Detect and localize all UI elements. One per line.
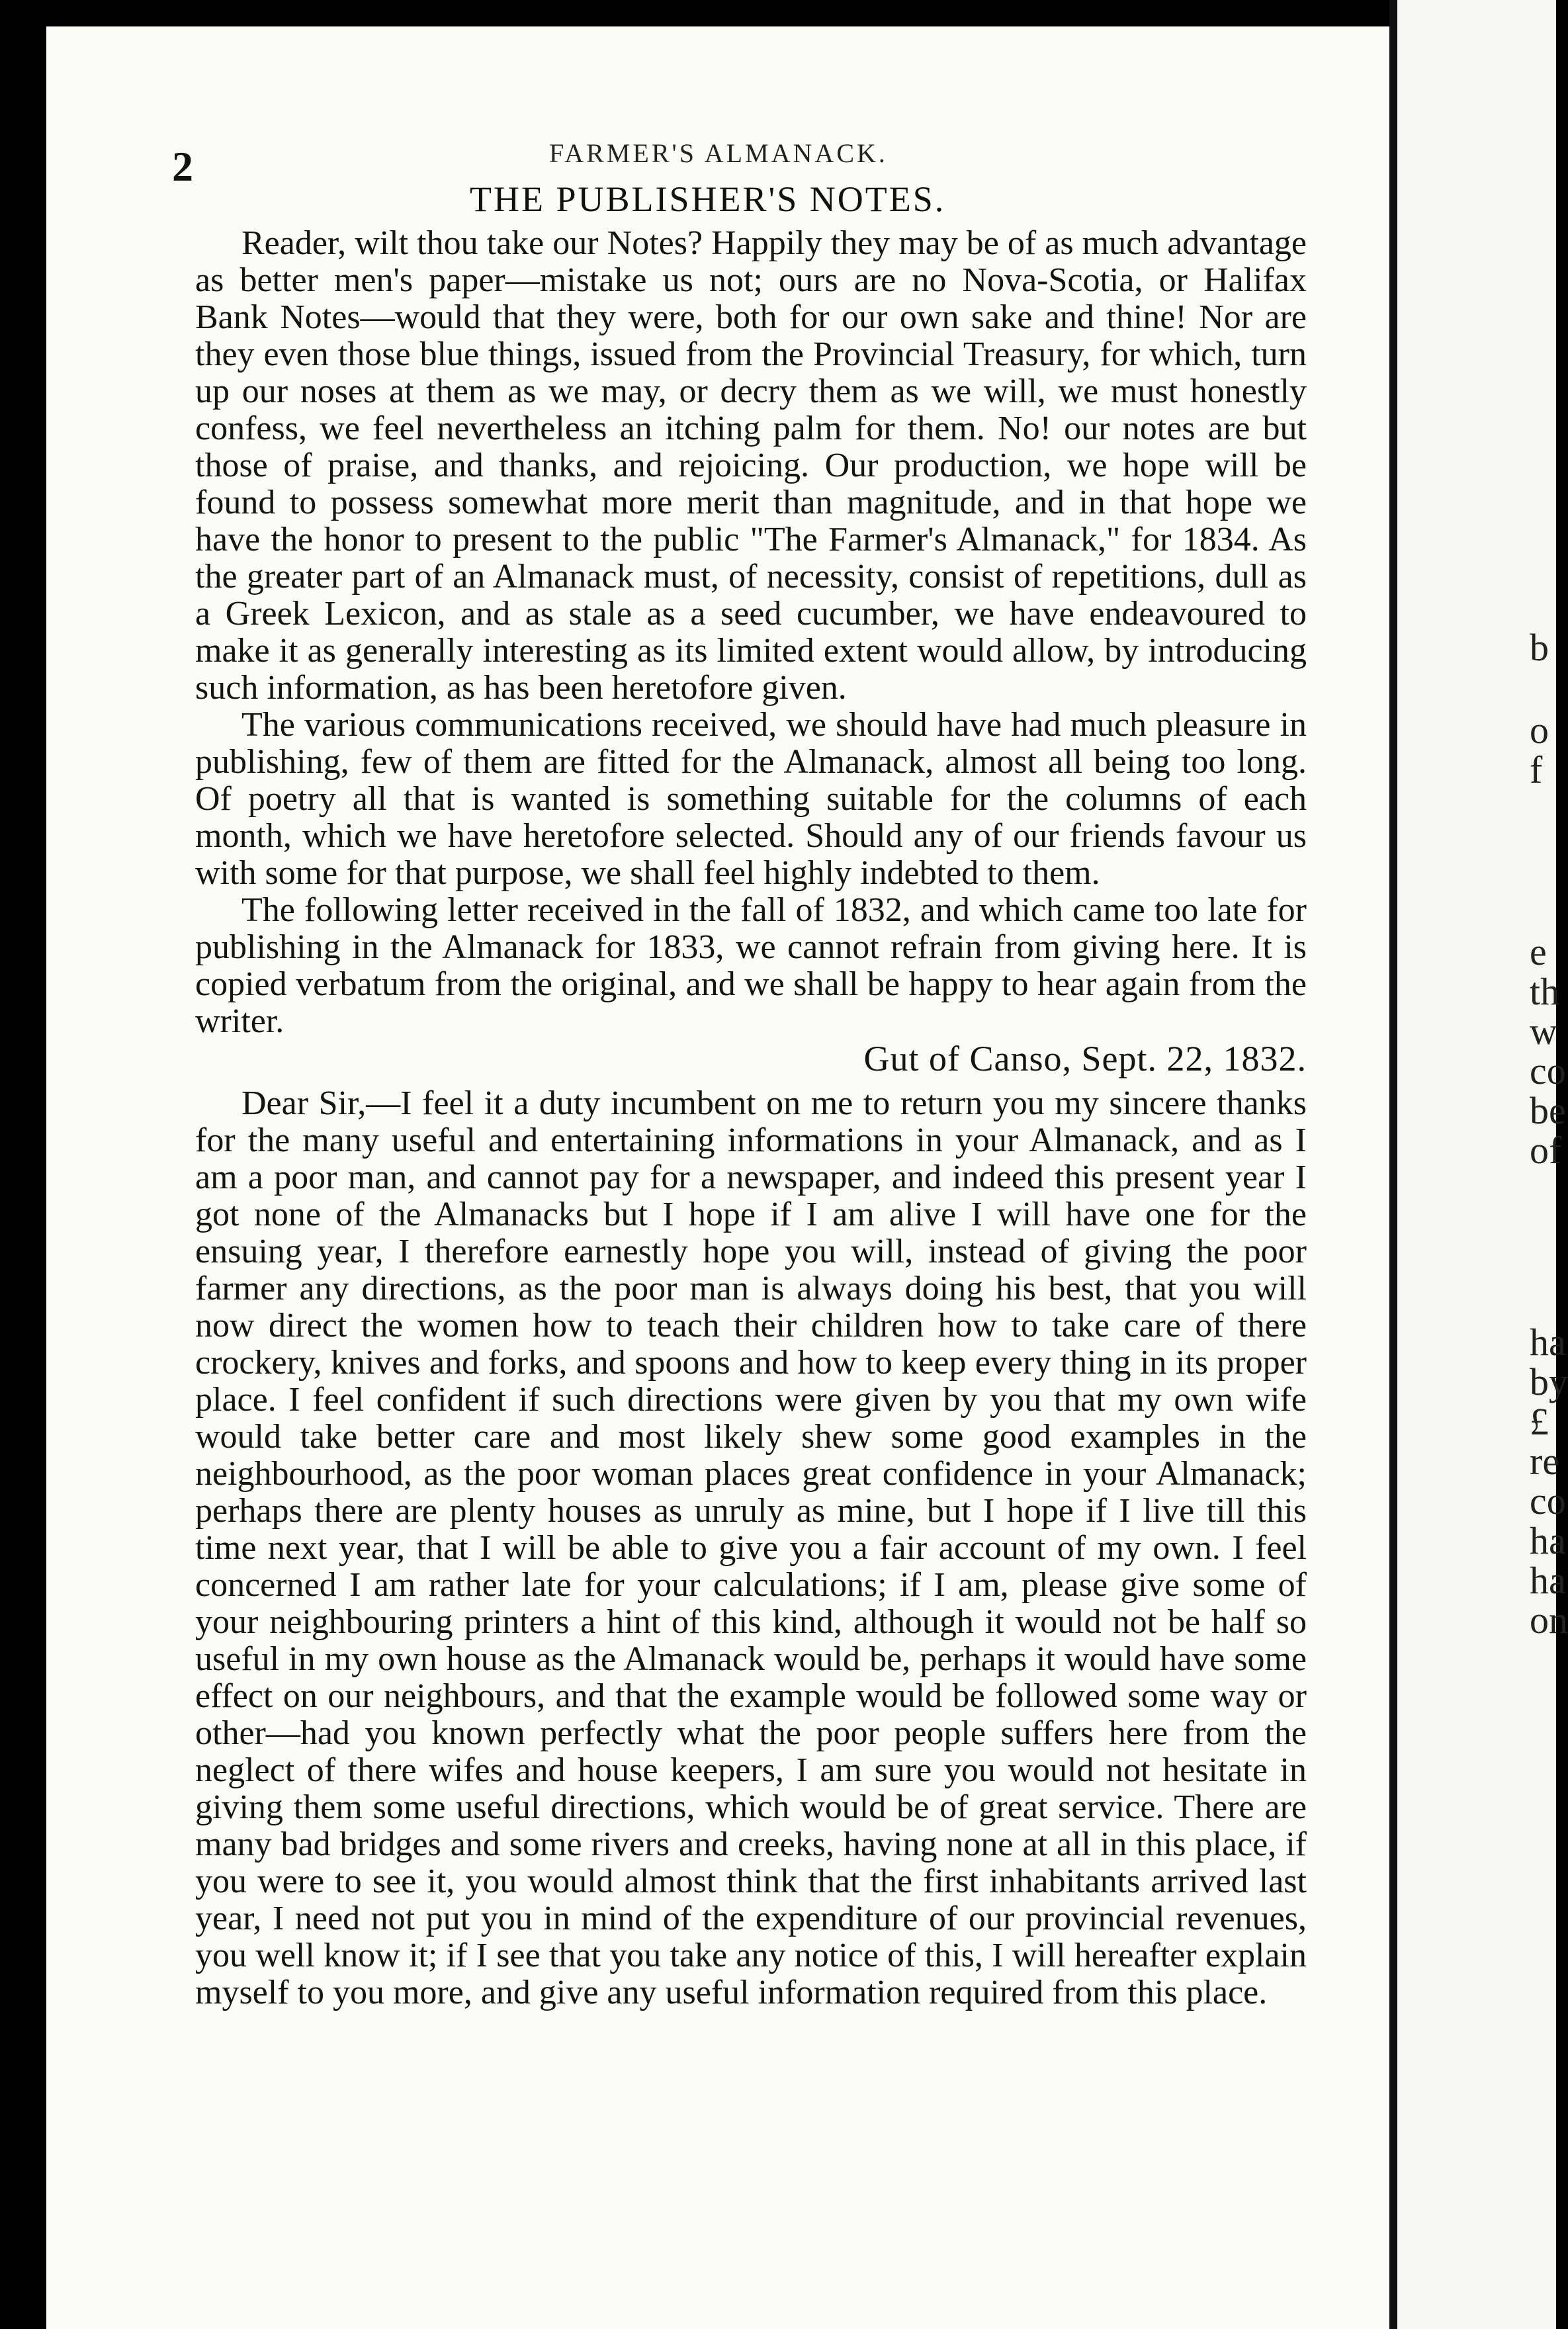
facing-page-fragment: co <box>1530 1479 1566 1522</box>
facing-page-fragment: ha <box>1530 1519 1566 1562</box>
facing-page-fragment: e <box>1530 930 1547 973</box>
facing-page-fragment: b <box>1530 626 1549 669</box>
facing-page-fragment: w <box>1530 1010 1557 1053</box>
almanack-page <box>46 26 1389 2329</box>
facing-page-fragment: o <box>1530 709 1549 752</box>
notes-paragraph: The various communications received, we should have had much pleasure in publishing, few of them are fitted for the Almanack, almost all being too long. Of poetry all that is wanted is something suitable for the columns of each month, which we have heretofore selected. Should any of our friends favour us with some for that purpose, we shall feel highly indebted to them. <box>195 706 1307 892</box>
facing-page-fragment: be <box>1530 1089 1566 1132</box>
facing-page-fragment: £ <box>1530 1400 1549 1443</box>
facing-page-fragment: ha <box>1530 1559 1566 1602</box>
running-head: FARMER'S ALMANACK. <box>549 138 888 168</box>
facing-page-fragment: re <box>1530 1440 1560 1483</box>
page-gutter-divider <box>1389 0 1397 2329</box>
letter-body: Dear Sir,—I feel it a duty incumbent on me to return you my sincere thanks for the many useful and entertaining informations in your Almanack, and as I am a poor man, and cannot pay for a newspaper, and indeed this present year I got none of the Almanacks but I hope if I am alive I will have one for the ensuing year, I therefore earnestly hope you will, instead of giving the poor farmer any directions, as the poor man is always doing his best, that you will now direct the women how to teach their children how to take care of there crockery, knives and forks, and spoons and how to keep every thing in its proper place. I feel confident if such directions were given by you that my own wife would take better care and most likely shew some good examples in the neighbourhood, as the poor woman places great confidence in your Almanack; perhaps there are plenty houses as unruly as mine, but I hope if I live till this time next year, that I will be able to give you a fair account of my own. I feel concerned I am rather late for your calculations; if I am, please give some of your neighbouring printers a hint of this kind, although it would not be half so useful in my own house as the Almanack would be, perhaps it would have some effect on our neighbours, and that the example would be followed some way or other—had you known perfectly what the poor people suffers here from the neglect of there wifes and house keepers, I am sure you would not hesitate in giving them some useful directions, which would be of great service. There are many bad bridges and some rivers and creeks, having none at all in this place, if you were to see it, you would almost think that the first inhabitants arrived last year, I need not put you in mind of the expenditure of our provincial revenues, you well know it; if I see that you take any notice of this, I will hereafter explain myself to you more, and give any useful information required from this place. <box>195 1084 1307 2011</box>
publishers-notes-body <box>195 225 1307 2011</box>
notes-paragraph: The following letter received in the fall of 1832, and which came too late for publishing in the Almanack for 1833, we cannot refrain from giving here. It is copied verbatum from the original, and we shall be happy to hear again from the writer. <box>195 891 1307 1040</box>
facing-page-fragment: by <box>1530 1360 1568 1403</box>
page-number: 2 <box>172 143 193 190</box>
letter-dateline: Gut of Canso, Sept. 22, 1832. <box>863 1039 1307 1078</box>
notes-paragraph: Reader, wilt thou take our Notes? Happily they may be of as much advantage as better men's paper—mistake us not; ours are no Nova-Scotia, or Halifax Bank Notes—would that they were, both for our own sake and thine! Nor are they even those blue things, issued from the Provincial Treasury, for which, turn up our noses at them as we may, or decry them as we will, we must honestly confess, we feel nevertheless an itching palm for them. No! our notes are but those of praise, and thanks, and rejoicing. Our production, we hope will be found to possess somewhat more merit than magnitude, and in that hope we have the honor to present to the public "The Farmer's Almanack," for 1834. As the greater part of an Almanack must, of necessity, consist of repetitions, dull as a Greek Lexicon, and as stale as a seed cucumber, we have endeavoured to make it as generally interesting as its limited extent would allow, by introducing such information, as has been heretofore given. <box>195 224 1307 707</box>
facing-page-fragment: co <box>1530 1049 1566 1092</box>
facing-page-edge <box>1389 0 1568 2329</box>
section-title: THE PUBLISHER'S NOTES. <box>470 179 946 219</box>
facing-page-fragment: on <box>1530 1599 1568 1642</box>
facing-page-fragment: ha <box>1530 1321 1566 1364</box>
facing-page-fragment: th <box>1530 970 1560 1013</box>
facing-page-fragment: f <box>1530 748 1543 791</box>
facing-page-fragment: of <box>1530 1129 1562 1172</box>
